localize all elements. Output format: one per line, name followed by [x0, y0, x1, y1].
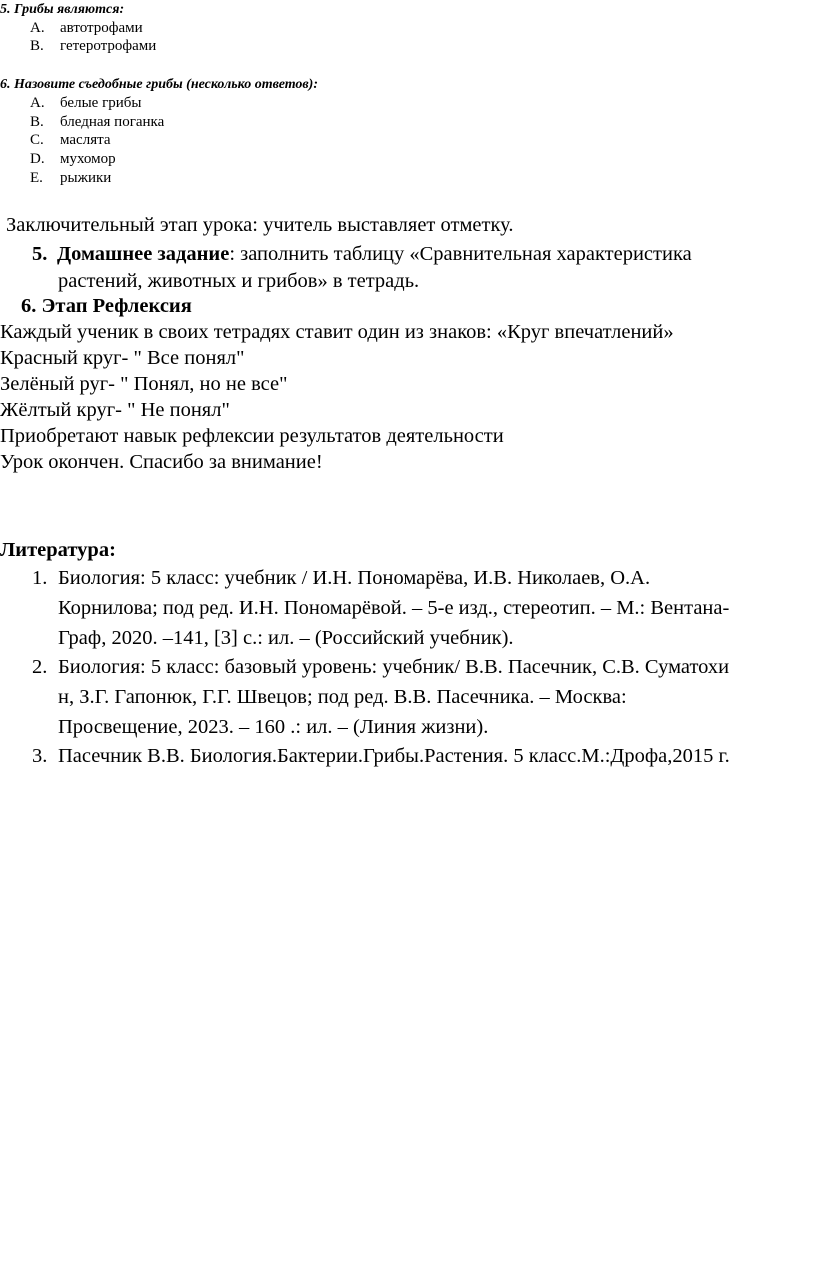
homework-number: 5.: [32, 243, 48, 265]
reflection-line: Урок окончен. Спасибо за внимание!: [0, 451, 323, 473]
question-5-option-b: [30, 37, 156, 55]
reflection-line: Жёлтый круг- " Не понял": [0, 399, 230, 421]
literature-number: 2.: [32, 656, 48, 678]
homework-line-1: [32, 241, 692, 267]
literature-line: Граф, 2020. –141, [3] с.: ил. – (Российский учебник).: [58, 627, 514, 649]
reflection-line: Красный круг- " Все понял": [0, 347, 245, 369]
question-5-option-a: [30, 19, 143, 37]
final-stage-text: Заключительный этап урока: учитель выставляет отметку.: [6, 214, 514, 236]
option-letter: B.: [30, 114, 44, 130]
literature-item-2: [32, 652, 729, 742]
literature-item-3: [32, 741, 730, 771]
option-letter: E.: [30, 170, 43, 186]
option-text: бледная поганка: [60, 114, 165, 130]
option-letter: B.: [30, 38, 44, 54]
reflection-heading: 6. Этап Рефлексия: [21, 295, 192, 317]
question-6-title: 6. Назовите съедобные грибы (несколько ответов):: [0, 77, 319, 92]
option-text: белые грибы: [60, 95, 142, 111]
question-6-option-a: [30, 94, 141, 112]
literature-line: Корнилова; под ред. И.Н. Пономарёвой. – 5-е изд., стереотип. – М.: Вентана-: [58, 597, 730, 619]
homework-label: Домашнее задание: [57, 243, 230, 265]
literature-line: Пасечник В.В. Биология.Бактерии.Грибы.Растения. 5 класс.М.:Дрофа,2015 г.: [58, 745, 730, 767]
option-text: маслята: [60, 132, 111, 148]
reflection-line: Зелёный руг- " Понял, но не все": [0, 373, 288, 395]
reflection-line: Каждый ученик в своих тетрадях ставит один из знаков: «Круг впечатлений»: [0, 321, 674, 343]
question-6-option-d: [30, 150, 116, 168]
literature-number: 1.: [32, 567, 48, 589]
option-text: мухомор: [60, 151, 116, 167]
literature-line: Биология: 5 класс: учебник / И.Н. Пономарёва, И.В. Николаев, О.А.: [58, 567, 651, 589]
option-text: рыжики: [60, 170, 112, 186]
literature-line: Просвещение, 2023. – 160 .: ил. – (Линия жизни).: [58, 716, 489, 738]
homework-text-1: : заполнить таблицу «Сравнительная характеристика: [229, 243, 692, 265]
homework-line-2: растений, животных и грибов» в тетрадь.: [58, 270, 420, 292]
option-letter: C.: [30, 132, 44, 148]
option-letter: A.: [30, 20, 45, 36]
option-letter: A.: [30, 95, 45, 111]
question-6-option-b: [30, 113, 164, 131]
literature-item-1: [32, 563, 729, 653]
reflection-line: Приобретают навык рефлексии результатов деятельности: [0, 425, 504, 447]
literature-line: н, З.Г. Гапонюк, Г.Г. Швецов; под ред. В.В. Пасечника. – Москва:: [58, 686, 627, 708]
option-text: автотрофами: [60, 20, 143, 36]
option-letter: D.: [30, 151, 45, 167]
question-6-option-e: [30, 169, 111, 187]
question-5-title: 5. Грибы являются:: [0, 2, 125, 17]
question-6-option-c: [30, 131, 111, 149]
literature-number: 3.: [32, 745, 48, 767]
option-text: гетеротрофами: [60, 38, 157, 54]
literature-heading: Литература:: [0, 539, 116, 561]
literature-line: Биология: 5 класс: базовый уровень: учебник/ В.В. Пасечник, С.В. Суматохи: [58, 656, 730, 678]
